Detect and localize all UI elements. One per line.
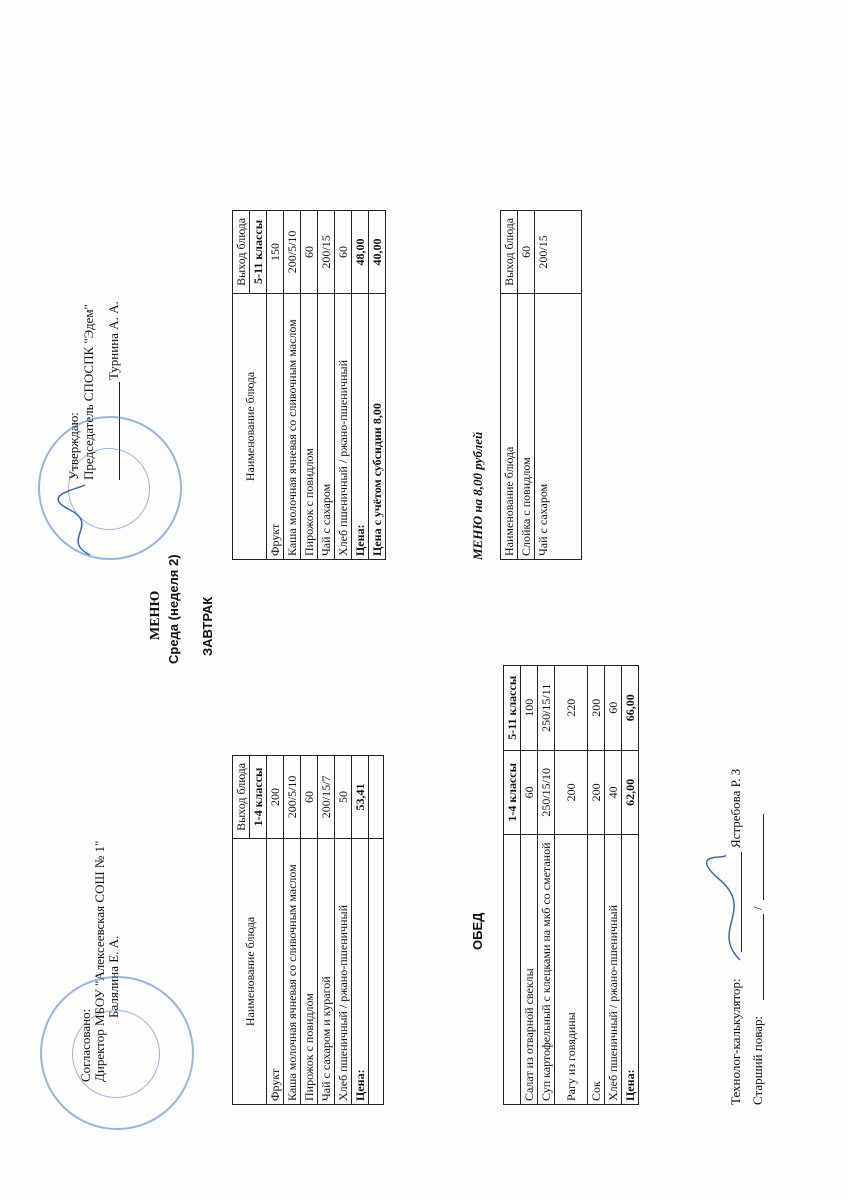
col-header-output: Выход блюда — [233, 211, 250, 294]
menu-subtitle: Среда (неделя 2) — [166, 554, 181, 664]
school-stamp-icon — [40, 976, 194, 1130]
technologist-name: Ястребова Р. З — [728, 768, 743, 848]
agreed-position: Директор МБОУ "Алексеевская СОШ № 1" — [92, 840, 107, 1082]
agreed-name: Балялина Е. А. — [106, 935, 121, 1018]
table-row: Хлеб пшеничный / ржано-пшеничный 40 60 — [605, 666, 622, 1105]
col-header-class: 1-4 классы — [250, 756, 267, 839]
table-row: Хлеб пшеничный / ржано-пшеничный 50 — [335, 756, 352, 1105]
subsidy-row: Цена с учётом субсидии 8,00 40,00 — [369, 211, 386, 560]
table-row: Сок 200 200 — [588, 666, 605, 1105]
signature-scribble-icon — [700, 850, 760, 970]
total-row: Цена: 53,41 — [352, 756, 369, 1105]
menu8-table — [500, 210, 582, 560]
table-row: Чай с сахаром 200/15 — [535, 211, 582, 560]
table-row: Каша молочная ячневая со сливочным маслом 200/5/10 — [284, 756, 301, 1105]
breakfast-table-5-11 — [232, 210, 386, 560]
menu-title: МЕНЮ — [148, 590, 163, 640]
table-row: Чай с сахаром и курагой 200/15/7 — [318, 756, 335, 1105]
col-header-5-11: 5-11 классы — [504, 666, 521, 751]
table-row: Салат из отварной свеклы 60 100 — [521, 666, 538, 1105]
cook-name-line — [763, 814, 764, 900]
lunch-heading: ОБЕД — [470, 912, 485, 950]
technologist-label: Технолог-калькулятор: — [728, 978, 743, 1105]
menu8-heading: МЕНЮ на 8,00 рублей — [470, 431, 485, 560]
approved-name: Турнина А. А. — [106, 301, 121, 380]
approved-position: Председатель СПОСПК "Эдем" — [81, 304, 96, 480]
approved-label: Утверждаю: — [66, 412, 81, 480]
cook-label: Старший повар: — [750, 1015, 765, 1105]
cook-separator: / — [750, 906, 765, 910]
table-row: Рагу из говядины 200 220 — [555, 666, 588, 1105]
table-row: Слойка с повидлом 60 — [518, 211, 535, 560]
col-header-output: Выход блюда — [233, 756, 250, 839]
table-row: Пирожок с повидлом 60 — [301, 756, 318, 1105]
col-header-name: Наименование блюда — [233, 293, 267, 559]
table-row: Хлеб пшеничный / ржано-пшеничный 60 — [335, 211, 352, 560]
breakfast-heading: ЗАВТРАК — [200, 596, 215, 656]
total-row: Цена: 48,00 — [352, 211, 369, 560]
col-header-output: Выход блюда — [501, 211, 518, 294]
total-row: Цена: 62,00 66,00 — [622, 666, 639, 1105]
lunch-table — [503, 665, 639, 1105]
col-header-name: Наименование блюда — [233, 838, 267, 1104]
table-row: Чай с сахаром 200/15 — [318, 211, 335, 560]
breakfast-table-1-4 — [232, 755, 384, 1105]
table-row: Пирожок с повидлом 60 — [301, 211, 318, 560]
col-header-class: 5-11 классы — [250, 211, 267, 294]
table-row: Каша молочная ячневая со сливочным маслом 200/5/10 — [284, 211, 301, 560]
col-header-1-4: 1-4 классы — [504, 750, 521, 835]
table-row: Фрукт 200 — [267, 756, 284, 1105]
table-row: Суп картофельный с клецками на мкб со сметаной 250/15/10 250/15/11 — [538, 666, 555, 1105]
col-header-name: Наименование блюда — [501, 293, 518, 559]
agreed-label: Согласовано: — [78, 1008, 93, 1082]
table-row: Фрукт 150 — [267, 211, 284, 560]
cook-signature-line — [763, 914, 764, 1000]
approved-signature-icon — [55, 480, 105, 560]
